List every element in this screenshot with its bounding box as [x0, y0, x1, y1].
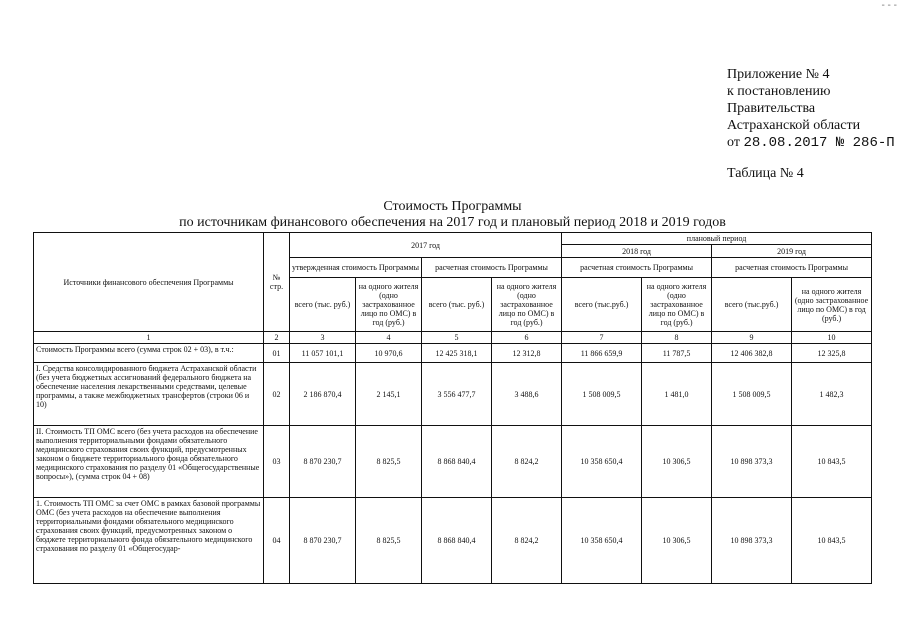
cell-value: 2 186 870,4 — [290, 363, 356, 426]
cell-value: 11 787,5 — [642, 344, 712, 363]
cell-value: 10 898 373,3 — [712, 426, 792, 498]
row-no: 04 — [264, 498, 290, 584]
row-source: I. Средства консолидированного бюджета Астраханской области (без учета бюджетных ассигнований федерального бюджета на обеспечение населения лекарственными средствами, целевые программы, а также межбюджетных трансфертов (строки 06 и 10) — [34, 363, 264, 426]
cell-value: 8 825,5 — [356, 498, 422, 584]
row-no: 03 — [264, 426, 290, 498]
cell-value: 1 508 009,5 — [712, 363, 792, 426]
financing-table — [33, 232, 872, 584]
cell-value: 8 868 840,4 — [422, 426, 492, 498]
header-total: всего (тыс.руб.) — [712, 278, 792, 332]
column-number: 1 — [34, 332, 264, 344]
cell-value: 1 508 009,5 — [562, 363, 642, 426]
table-row — [34, 363, 872, 426]
header-source: Источники финансового обеспечения Программы — [34, 233, 264, 332]
document-title: Стоимость Программы — [383, 199, 522, 214]
header-2017: 2017 год — [290, 233, 562, 258]
cell-value: 2 145,1 — [356, 363, 422, 426]
column-number: 9 — [712, 332, 792, 344]
header-planned-period: плановый период — [562, 233, 872, 245]
approval-line: Приложение № 4 — [727, 67, 830, 82]
header-per-capita: на одного жителя (одно застрахованное лицо по ОМС) в год (руб.) — [356, 278, 422, 332]
cell-value: 3 556 477,7 — [422, 363, 492, 426]
header-2018: 2018 год — [562, 245, 712, 258]
cell-value: 12 312,8 — [492, 344, 562, 363]
cell-value: 8 870 230,7 — [290, 426, 356, 498]
cell-value: 8 868 840,4 — [422, 498, 492, 584]
cell-value: 12 425 318,1 — [422, 344, 492, 363]
header-per-capita: на одного жителя (одно застрахованное лицо по ОМС) в год (руб.) — [642, 278, 712, 332]
header-calc-cost-2018: расчетная стоимость Программы — [562, 258, 712, 278]
cell-value: 12 406 382,8 — [712, 344, 792, 363]
cell-value: 10 843,5 — [792, 426, 872, 498]
column-number-row — [34, 332, 872, 344]
approval-line: Астраханской области — [727, 118, 861, 133]
scan-corner-mark: - - - — [881, 0, 897, 11]
approval-date-stamp: 28.08.2017 № 286-П — [743, 135, 895, 151]
header-approved-cost: утвержденная стоимость Программы — [290, 258, 422, 278]
cell-value: 11 057 101,1 — [290, 344, 356, 363]
header-total: всего (тыс. руб.) — [290, 278, 356, 332]
column-number: 8 — [642, 332, 712, 344]
cell-value: 8 824,2 — [492, 498, 562, 584]
cell-value: 8 870 230,7 — [290, 498, 356, 584]
cell-value: 10 358 650,4 — [562, 498, 642, 584]
approval-date-prefix: от — [727, 135, 740, 150]
table-row — [34, 344, 872, 363]
approval-line: к постановлению — [727, 84, 831, 99]
column-number: 4 — [356, 332, 422, 344]
approval-line: Правительства — [727, 101, 816, 116]
cell-value: 10 898 373,3 — [712, 498, 792, 584]
document-subtitle: по источникам финансового обеспечения на 2017 год и плановый период 2018 и 2019 годов — [179, 215, 726, 230]
cell-value: 10 306,5 — [642, 426, 712, 498]
cell-value: 10 970,6 — [356, 344, 422, 363]
column-number: 10 — [792, 332, 872, 344]
column-number: 3 — [290, 332, 356, 344]
header-row-no: № стр. — [264, 233, 290, 332]
row-source: II. Стоимость ТП ОМС всего (без учета расходов на обеспечение выполнения территориальными фондами обязательного медицинского страхования своих функций, предусмотренных законом о бюджете территориального фонда обязательного медицинского страхования по разделу 01 «Общегосударственные вопросы»), (сумма строк 04 + 08) — [34, 426, 264, 498]
row-source: 1. Стоимость ТП ОМС за счет ОМС в рамках базовой программы ОМС (без учета расходов на обеспечение выполнения территориальными фондами обязательного медицинского страхования своих функций, предусмотренных законом о бюджете территориального фонда обязательного медицинского страхования по разделу 01 «Общегосудар- — [34, 498, 264, 584]
table-row — [34, 426, 872, 498]
table-label: Таблица № 4 — [727, 166, 804, 181]
header-calc-cost-2019: расчетная стоимость Программы — [712, 258, 872, 278]
cell-value: 3 488,6 — [492, 363, 562, 426]
column-number: 7 — [562, 332, 642, 344]
header-total: всего (тыс.руб.) — [562, 278, 642, 332]
column-number: 2 — [264, 332, 290, 344]
cell-value: 1 482,3 — [792, 363, 872, 426]
cell-value: 1 481,0 — [642, 363, 712, 426]
row-no: 02 — [264, 363, 290, 426]
row-no: 01 — [264, 344, 290, 363]
table-row — [34, 498, 872, 584]
header-per-capita: на одного жителя (одно застрахованное лицо по ОМС) в год (руб.) — [792, 278, 872, 332]
cell-value: 10 358 650,4 — [562, 426, 642, 498]
approval-date-line — [727, 134, 895, 152]
cell-value: 8 825,5 — [356, 426, 422, 498]
header-calc-cost-2017: расчетная стоимость Программы — [422, 258, 562, 278]
cell-value: 10 306,5 — [642, 498, 712, 584]
cell-value: 8 824,2 — [492, 426, 562, 498]
row-source: Стоимость Программы всего (сумма строк 02 + 03), в т.ч.: — [34, 344, 264, 363]
cell-value: 10 843,5 — [792, 498, 872, 584]
cell-value: 12 325,8 — [792, 344, 872, 363]
header-total: всего (тыс. руб.) — [422, 278, 492, 332]
column-number: 5 — [422, 332, 492, 344]
cell-value: 11 866 659,9 — [562, 344, 642, 363]
approval-block — [727, 66, 895, 152]
column-number: 6 — [492, 332, 562, 344]
header-2019: 2019 год — [712, 245, 872, 258]
header-per-capita: на одного жителя (одно застрахованное лицо по ОМС) в год (руб.) — [492, 278, 562, 332]
